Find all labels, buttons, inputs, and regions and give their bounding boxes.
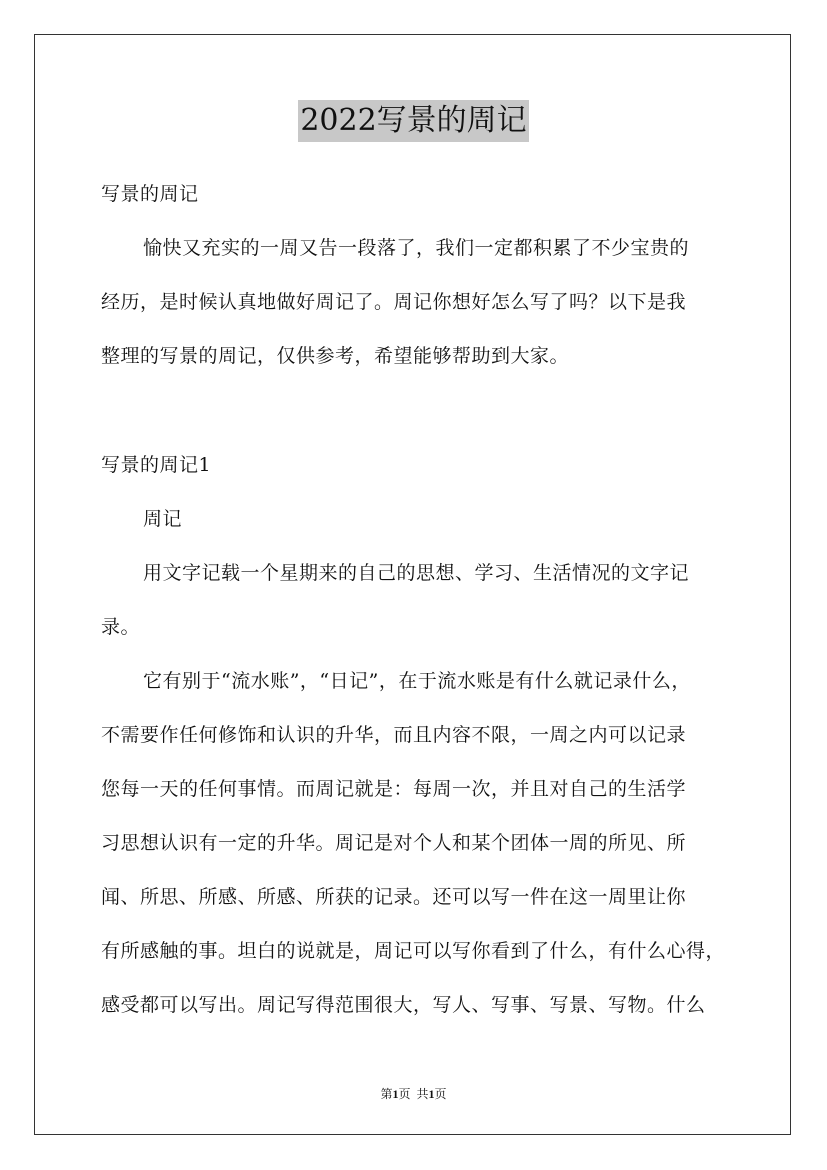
paragraph-line: 经历，是时候认真地做好周记了。周记你想好怎么写了吗？以下是我 <box>101 291 687 313</box>
section-heading: 写景的周记 <box>101 183 199 205</box>
paragraph-line: 您每一天的任何事情。而周记就是：每周一次，并且对自己的生活学 <box>101 778 687 800</box>
paragraph-line: 它有别于“流水账”，“日记”，在于流水账是有什么就记录什么， <box>143 670 691 692</box>
paragraph-line: 习思想认识有一定的升华。周记是对个人和某个团体一周的所见、所 <box>101 832 687 854</box>
footer-page-total: 1 <box>428 1087 435 1101</box>
paragraph-line: 感受都可以写出。周记写得范围很大，写人、写事、写景、写物。什么 <box>101 994 706 1016</box>
paragraph-line: 整理的写景的周记，仅供参考，希望能够帮助到大家。 <box>101 345 570 367</box>
section-heading: 写景的周记1 <box>101 454 212 476</box>
footer-page-number: 1 <box>392 1087 399 1101</box>
footer-page-prefix: 第 <box>380 1087 393 1101</box>
title-container <box>0 100 827 142</box>
paragraph-line: 闻、所思、所感、所感、所获的记录。还可以写一件在这一周里让你 <box>101 886 687 908</box>
footer-page-suffix: 页 <box>434 1087 447 1101</box>
paragraph-line: 用文字记载一个星期来的自己的思想、学习、生活情况的文字记 <box>143 562 690 584</box>
document-title: 2022写景的周记 <box>298 100 528 142</box>
paragraph-line: 有所感触的事。坦白的说就是，周记可以写你看到了什么，有什么心得， <box>101 940 726 962</box>
paragraph-line: 愉快又充实的一周又告一段落了，我们一定都积累了不少宝贵的 <box>143 237 690 259</box>
paragraph-line: 录。 <box>101 616 141 638</box>
footer-page-mid: 页 共 <box>398 1087 429 1101</box>
paragraph-line: 不需要作任何修饰和认识的升华，而且内容不限，一周之内可以记录 <box>101 724 687 746</box>
paragraph-line: 周记 <box>143 508 183 530</box>
page-footer <box>0 1085 827 1102</box>
